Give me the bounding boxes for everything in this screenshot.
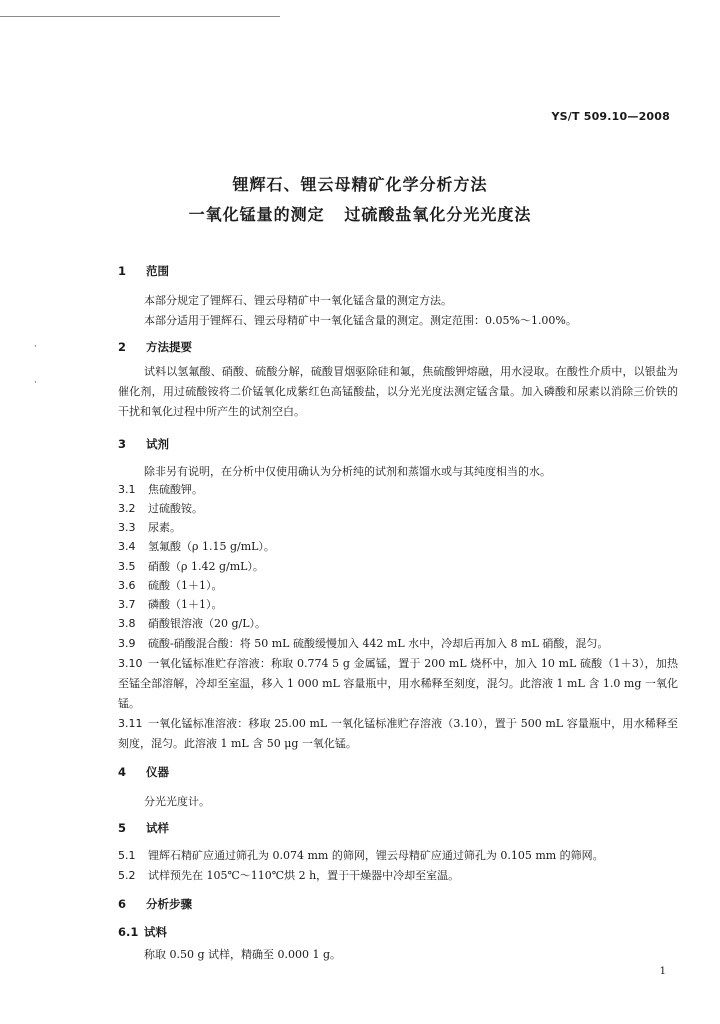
scan-dot-mark: · <box>34 342 37 352</box>
subsection-number: 6.1 <box>118 925 139 939</box>
reagent-item: 3.9 硫酸-硝酸混合酸：将 50 mL 硫酸缓慢加入 442 mL 水中，冷却后再加入 8 mL 硝酸，混匀。 <box>118 637 609 650</box>
section-2-heading <box>118 339 192 355</box>
reagent-item: 3.8 硝酸银溶液（20 g/L）。 <box>118 617 267 630</box>
section-number: 3 <box>118 437 127 451</box>
title-line-2: 一氧化锰量的测定 过硫酸盐氧化分光光度法 <box>188 205 532 224</box>
section-title: 仪器 <box>146 765 169 779</box>
section-2-paragraph: 试料以氢氟酸、硝酸、硫酸分解，硫酸冒烟驱除硅和氟，焦硫酸钾熔融，用水浸取。在酸性介质中，以银盐为催化剂，用过硫酸铵将二价锰氧化成紫红色高锰酸盐，以分光光度法测定锰含量。加入磷酸和尿素以消除三价铁的干扰和氧化过程中所产生的试剂空白。 <box>118 365 678 418</box>
reagent-item: 3.1 焦硫酸钾。 <box>118 483 203 496</box>
section-3-heading <box>118 436 169 452</box>
sample-item: 5.2 试样预先在 105℃～110℃烘 2 h，置于干燥器中冷却至室温。 <box>118 869 460 882</box>
reagent-item: 3.11 一氧化锰标准溶液：移取 25.00 mL 一氧化锰标准贮存溶液（3.10），置于 500 mL 容量瓶中，用水稀释至刻度，混匀。此溶液 1 mL 含 50 μg 一氧化锰。 <box>118 717 678 750</box>
section-4-paragraph: 分光光度计。 <box>144 795 210 808</box>
section-number: 6 <box>118 897 127 911</box>
reagent-item: 3.3 尿素。 <box>118 521 181 534</box>
section-1-heading <box>118 263 169 279</box>
section-5-heading <box>118 820 169 836</box>
reagent-item: 3.10 一氧化锰标准贮存溶液：称取 0.774 5 g 金属锰，置于 200 mL 烧杯中，加入 10 mL 硫酸（1＋3），加热至锰全部溶解，冷却至室温，移入 1 000 mL 容量瓶中，用水稀释至刻度，混匀。此溶液 1 mL 含 1.0 mg 一氧化锰。 <box>118 657 678 710</box>
standard-number: YS/T 509.10—2008 <box>551 110 670 123</box>
reagent-item: 3.2 过硫酸铵。 <box>118 502 203 515</box>
subsection-title: 试料 <box>144 925 167 939</box>
sample-item: 5.1 锂辉石精矿应通过筛孔为 0.074 mm 的筛网，锂云母精矿应通过筛孔为 0.105 mm 的筛网。 <box>118 849 604 862</box>
section-6-1-paragraph: 称取 0.50 g 试样，精确至 0.000 1 g。 <box>144 948 342 961</box>
reagent-item: 3.6 硫酸（1＋1）。 <box>118 579 223 592</box>
section-number: 4 <box>118 765 127 779</box>
section-number: 2 <box>118 340 127 354</box>
title-line-1: 锂辉石、锂云母精矿化学分析方法 <box>232 175 488 194</box>
section-title: 范围 <box>146 264 169 278</box>
section-number: 1 <box>118 264 127 278</box>
scan-dot-mark: · <box>34 378 37 388</box>
section-title: 分析步骤 <box>146 897 192 911</box>
page-number: 1 <box>659 966 666 977</box>
section-6-heading <box>118 896 192 912</box>
section-number: 5 <box>118 821 127 835</box>
reagent-item: 3.4 氢氟酸（ρ 1.15 g/mL）。 <box>118 540 275 553</box>
section-4-heading <box>118 764 169 780</box>
reagent-item: 3.5 硝酸（ρ 1.42 g/mL）。 <box>118 560 264 573</box>
section-title: 试样 <box>146 821 169 835</box>
section-3-intro: 除非另有说明，在分析中仅使用确认为分析纯的试剂和蒸馏水或与其纯度相当的水。 <box>144 465 551 478</box>
section-title: 试剂 <box>146 437 169 451</box>
reagent-item: 3.7 磷酸（1＋1）。 <box>118 598 223 611</box>
scan-edge-line <box>0 16 280 17</box>
section-title: 方法提要 <box>146 340 192 354</box>
section-1-paragraph-1: 本部分规定了锂辉石、锂云母精矿中一氧化锰含量的测定方法。 <box>144 294 452 307</box>
section-1-paragraph-2: 本部分适用于锂辉石、锂云母精矿中一氧化锰含量的测定。测定范围：0.05%～1.00%。 <box>144 314 577 327</box>
section-6-1-heading <box>118 924 167 940</box>
